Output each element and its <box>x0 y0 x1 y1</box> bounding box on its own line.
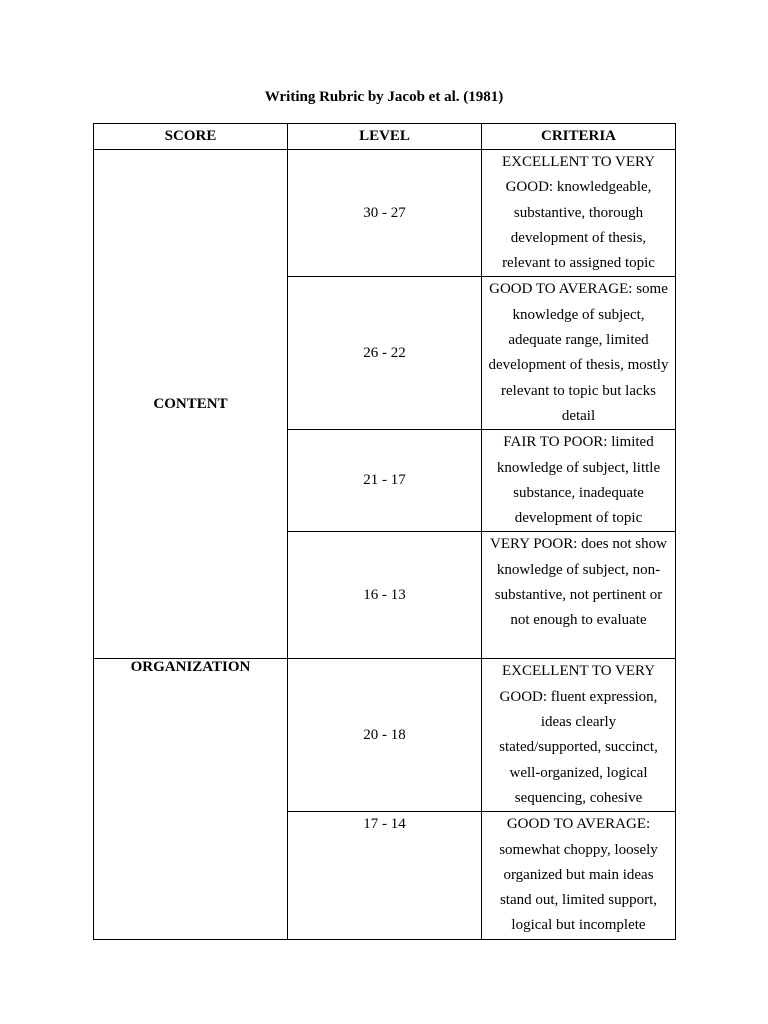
criteria-cell: FAIR TO POOR: limited knowledge of subject, little substance, inadequate development of topic <box>482 430 676 532</box>
level-cell <box>288 532 482 659</box>
document-title: Writing Rubric by Jacob et al. (1981) <box>264 89 504 105</box>
level-range: 30 - 27 <box>363 204 406 221</box>
header-row <box>94 124 676 150</box>
criteria-cell: EXCELLENT TO VERY GOOD: knowledgeable, substantive, thorough development of thesis, relevant to assigned topic <box>482 150 676 277</box>
header-criteria: CRITERIA <box>482 124 676 150</box>
score-label: ORGANIZATION <box>130 659 251 676</box>
level-range: 16 - 13 <box>363 586 406 603</box>
criteria-cell: VERY POOR: does not show knowledge of subject, non-substantive, not pertinent or not enough to evaluate <box>482 532 676 659</box>
level-range: 20 - 18 <box>363 726 406 743</box>
score-category-content <box>94 150 288 659</box>
criteria-cell: GOOD TO AVERAGE: some knowledge of subject, adequate range, limited development of thesis, mostly relevant to topic but lacks detail <box>482 277 676 430</box>
rubric-table <box>93 123 676 940</box>
table-row <box>94 150 676 277</box>
score-category-organization <box>94 659 288 939</box>
header-level: LEVEL <box>288 124 482 150</box>
level-range: 17 - 14 <box>363 816 406 833</box>
level-range: 21 - 17 <box>363 472 406 489</box>
header-score: SCORE <box>94 124 288 150</box>
level-cell <box>288 277 482 430</box>
criteria-cell: GOOD TO AVERAGE: somewhat choppy, loosely organized but main ideas stand out, limited support, logical but incomplete <box>482 812 676 939</box>
score-label: CONTENT <box>153 396 228 413</box>
level-cell <box>288 812 482 939</box>
level-cell <box>288 150 482 277</box>
table-row <box>94 659 676 812</box>
level-cell <box>288 659 482 812</box>
level-range: 26 - 22 <box>363 344 406 361</box>
criteria-cell: EXCELLENT TO VERY GOOD: fluent expression, ideas clearly stated/supported, succinct, well-organized, logical sequencing, cohesive <box>482 659 676 812</box>
level-cell <box>288 430 482 532</box>
